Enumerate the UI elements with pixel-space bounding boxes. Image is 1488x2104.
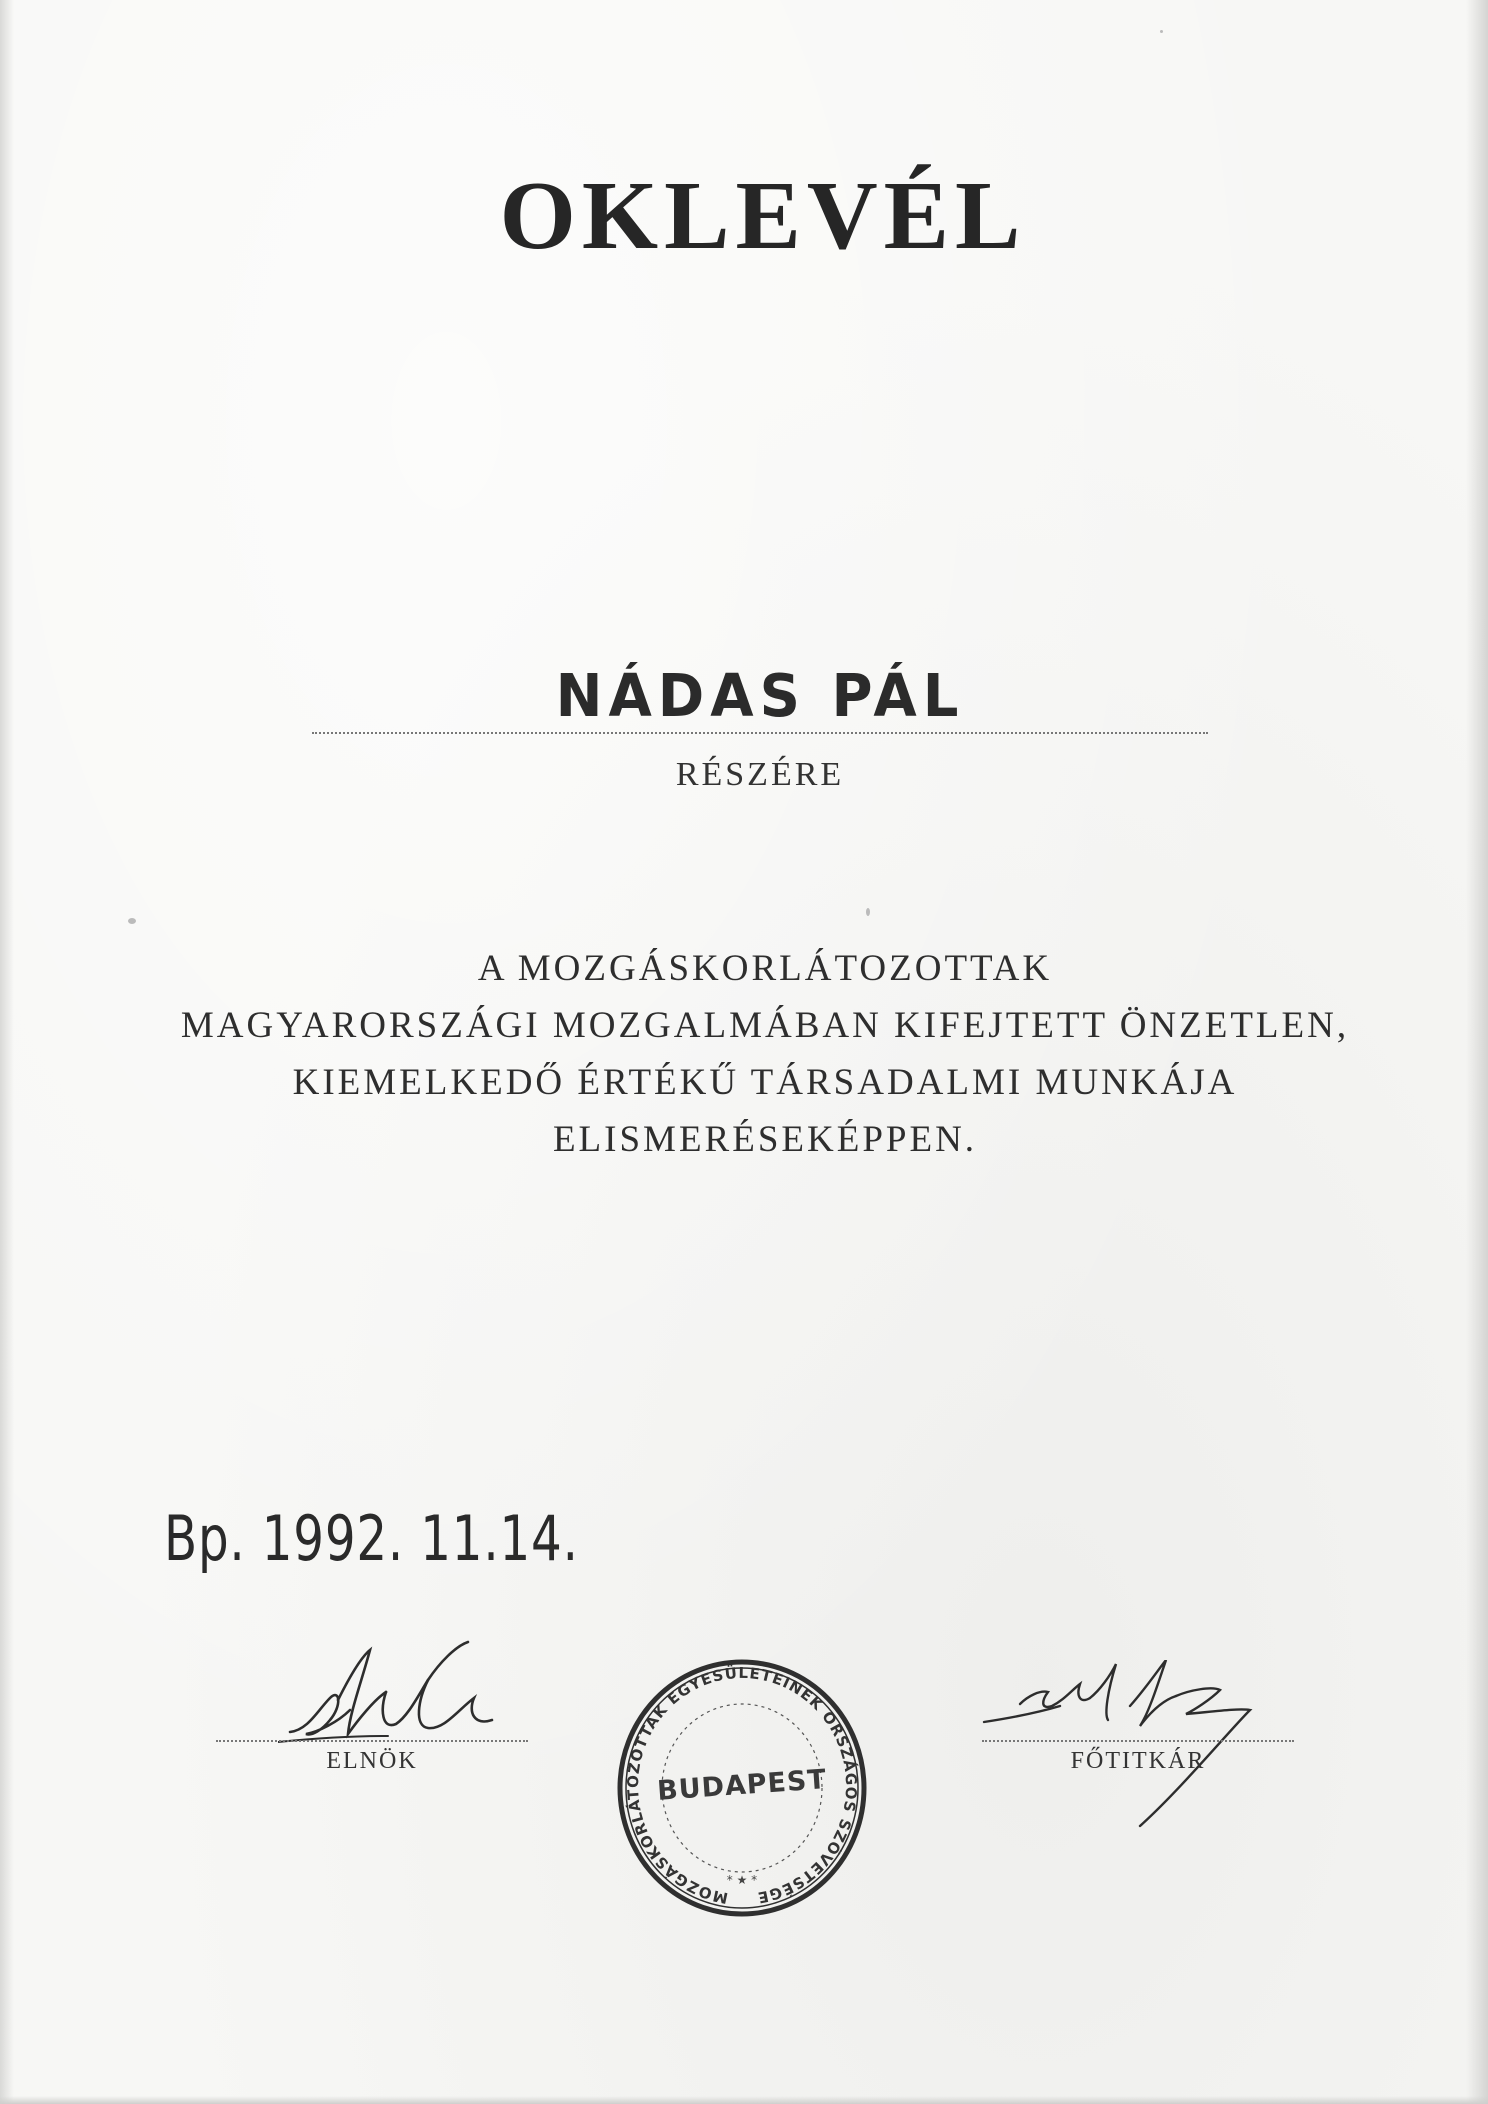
recipient-suffix: RÉSZÉRE xyxy=(675,756,845,793)
stamp-ring-text: MOZGÁSKORLÁTOZOTTAK EGYESÜLETEINEK ORSZÁGOS SZÖVETSÉGE xyxy=(623,1663,861,1908)
official-stamp xyxy=(614,1658,870,1922)
president-signature-line xyxy=(216,1740,528,1742)
president-signature xyxy=(278,1640,558,1750)
secretary-general-signature-line xyxy=(982,1740,1294,1742)
issue-date: Bp. 1992. 11.14. xyxy=(164,1502,579,1575)
svg-text:* ★ *: * ★ * xyxy=(726,1873,758,1887)
paper-speck xyxy=(1160,30,1163,33)
scan-edge-left xyxy=(0,0,14,2104)
citation-line: ELISMERÉSEKÉPPEN. xyxy=(552,1119,978,1160)
certificate-title: OKLEVÉL xyxy=(499,162,1027,270)
recipient-dotted-line xyxy=(312,732,1208,734)
paper-speck xyxy=(128,918,136,924)
stamp-city: BUDAPEST xyxy=(656,1764,828,1807)
scan-edge-right xyxy=(1466,0,1488,2104)
citation-line: A MOZGÁSKORLÁTOZOTTAK xyxy=(477,948,1053,989)
paper-speck xyxy=(866,908,870,916)
president-label: ELNÖK xyxy=(326,1748,418,1774)
citation-line: MAGYARORSZÁGI MOZGALMÁBAN KIFEJTETT ÖNZETLEN, xyxy=(180,1005,1350,1046)
secretary-general-label: FŐTITKÁR xyxy=(1070,1748,1206,1774)
citation-line: KIEMELKEDŐ ÉRTÉKŰ TÁRSADALMI MUNKÁJA xyxy=(292,1062,1238,1103)
recipient-name: NÁDAS PÁL xyxy=(555,662,965,731)
scan-edge-bottom xyxy=(0,2096,1488,2104)
secretary-general-signature xyxy=(980,1660,1310,1830)
citation-text xyxy=(120,940,1410,1168)
